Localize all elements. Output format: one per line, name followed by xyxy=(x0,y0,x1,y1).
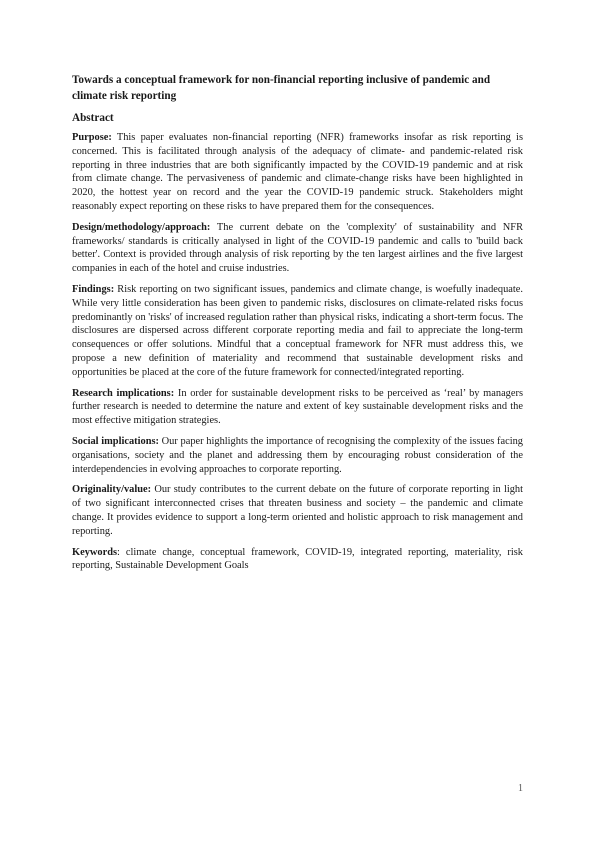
section-text: Our paper highlights the importance of recognising the complexity of the issues facing organisations, society and the planet and addressing them by encouraging robust consideration of the interdependencies in evolving approaches to corporate reporting. xyxy=(72,435,523,475)
section-text: This paper evaluates non-financial reporting (NFR) frameworks insofar as risk reporting is concerned. This is facilitated through analysis of the adequacy of climate- and pandemic-related risk reporting in three industries that are both significantly impacted by the COVID-19 pandemic and at risk from climate change. The pervasiveness of pandemic and climate-change risks have been highlighted in 2020, the hottest year on record and the year the COVID-19 pandemic struck. Stakeholders might reasonably expect reporting on these risks to have prepared them for the consequences. xyxy=(72,132,523,212)
paper-page xyxy=(72,72,523,573)
keywords-label: Keywords xyxy=(72,546,118,558)
section-purpose xyxy=(72,131,523,214)
section-text: Risk reporting on two significant issues, pandemics and climate change, is woefully inadequate. While very little consideration has been given to pandemic risks, disclosures on climate-related risks focus predominantly on 'risks' of increased regulation rather than physical risks, indicating a short-term focus. The disclosures are dispersed across different corporate reporting media and fail to appreciate the long-term consequences or offer solutions. Mindful that a conceptual framework for NFR must address this, we propose a new definition of materiality and recommend that sustainable development risks and opportunities be placed at the core of the future framework for connected/integrated reporting. xyxy=(72,283,523,378)
section-originality-value xyxy=(72,483,523,538)
keywords-text: : climate change, conceptual framework, COVID-19, integrated reporting, materiality, risk reporting, Sustainable Development Goals xyxy=(72,546,523,572)
section-label: Design/methodology/approach: xyxy=(72,221,211,233)
abstract-heading: Abstract xyxy=(72,112,114,124)
section-text: Our study contributes to the current debate on the future of corporate reporting in light of two significant interconnected crises that threaten business and society – the pandemic and climate change. It provides evidence to support a long-term oriented and holistic approach to risk management and reporting. xyxy=(72,484,523,537)
section-label: Social implications: xyxy=(72,435,159,447)
paper-title: Towards a conceptual framework for non-financial reporting inclusive of pandemic and climate risk reporting xyxy=(72,74,491,102)
page-number: 1 xyxy=(518,783,523,794)
section-findings xyxy=(72,283,523,380)
section-label: Purpose: xyxy=(72,132,112,143)
section-research-implications xyxy=(72,387,523,428)
section-label: Findings: xyxy=(72,283,115,295)
keywords xyxy=(72,546,523,574)
section-social-implications xyxy=(72,435,523,476)
section-label: Originality/value: xyxy=(72,484,152,496)
section-design-methodology xyxy=(72,221,523,276)
section-text: In order for sustainable development risks to be perceived as ‘real’ by managers further research is needed to determine the nature and extent of key sustainable development risks and the most effective mitigation strategies. xyxy=(72,387,523,427)
section-label: Research implications: xyxy=(72,387,175,399)
section-text: The current debate on the 'complexity' of sustainability and NFR frameworks/ standards is critically analysed in light of the COVID-19 pandemic and calls to 'build back better'. Context is provided through analysis of risk reporting by the ten largest airlines and the five largest companies in each of the hotel and cruise industries. xyxy=(72,221,523,275)
